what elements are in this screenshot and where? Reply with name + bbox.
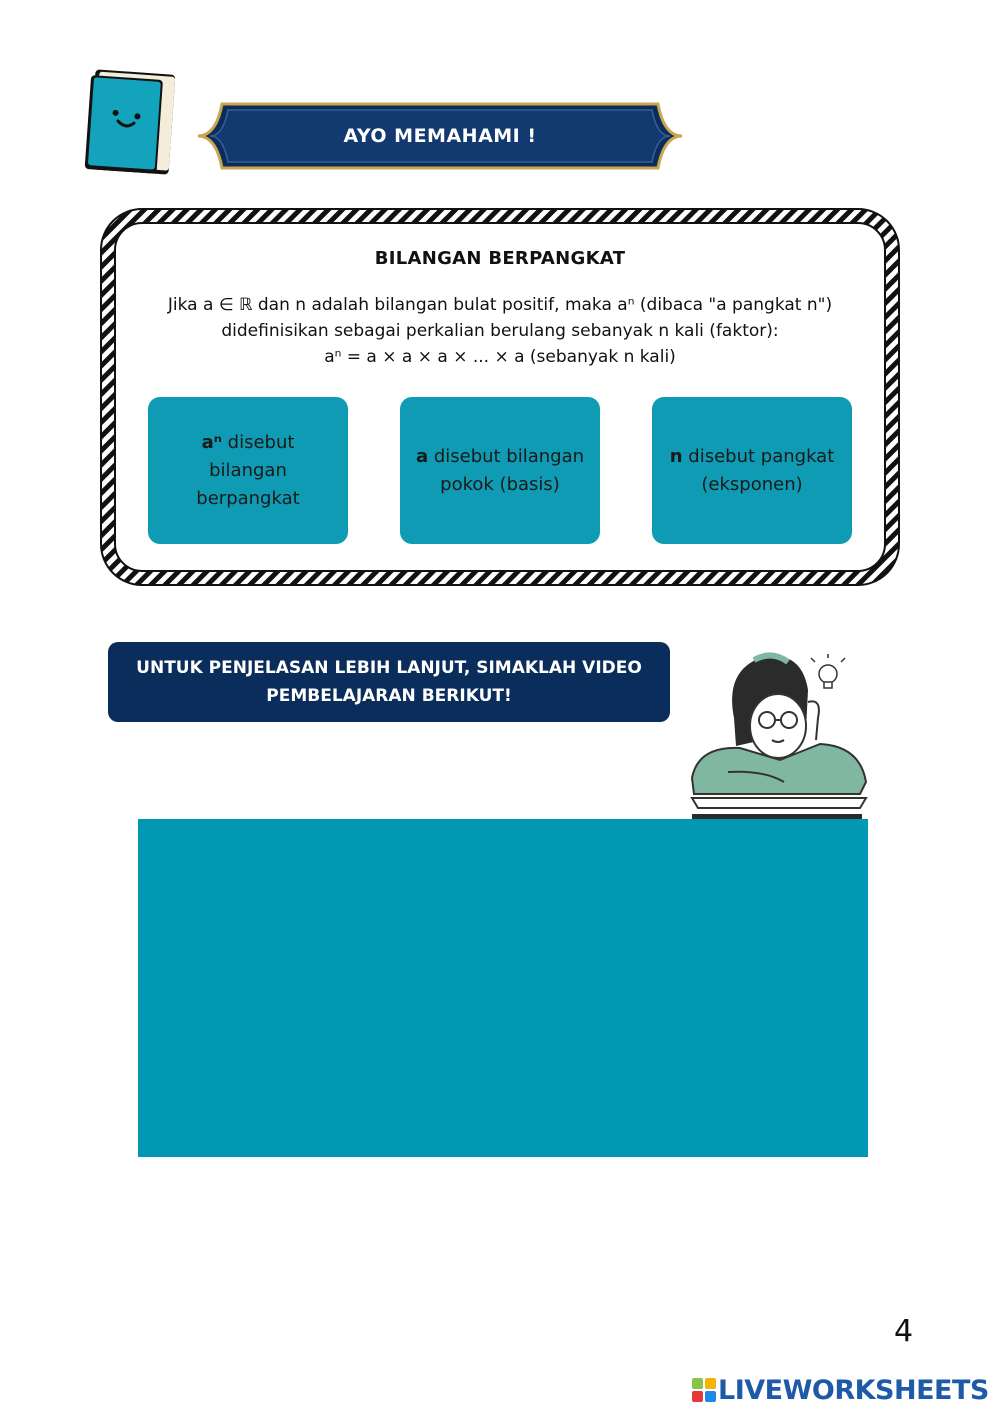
liveworksheets-logo-icon (692, 1378, 716, 1402)
concept-title: BILANGAN BERPANGKAT (374, 248, 626, 269)
smiling-book-icon (84, 66, 180, 178)
card-text: disebut pangkat (eksponen) (682, 445, 835, 495)
liveworksheets-brand (692, 1374, 992, 1406)
brand-name: LIVEWORKSHEETS (718, 1374, 989, 1406)
card-term: n (669, 445, 683, 467)
card-term: aⁿ (201, 431, 222, 453)
section-banner (194, 100, 686, 172)
description-line-2: didefinisikan sebagai perkalian berulang sebanyak n kali (faktor): (221, 321, 779, 341)
concept-description (110, 292, 890, 370)
card-term: a (415, 445, 429, 467)
card-exponent (652, 397, 852, 544)
video-embed-area[interactable] (138, 819, 868, 1157)
card-text: disebut bilangan pokok (basis) (428, 445, 585, 495)
card-text: disebut bilangan berpangkat (196, 431, 300, 509)
page-number: 4 (894, 1314, 914, 1349)
description-line-1: Jika a ∈ ℝ dan n adalah bilangan bulat positif, maka aⁿ (dibaca "a pangkat n") (167, 295, 833, 315)
video-instruction-callout: UNTUK PENJELASAN LEBIH LANJUT, SIMAKLAH VIDEO PEMBELAJARAN BERIKUT! (108, 642, 670, 722)
card-power-number (148, 397, 348, 544)
description-line-3: aⁿ = a × a × a × ... × a (sebanyak n kali) (324, 347, 676, 367)
banner-title: AYO MEMAHAMI ! (343, 125, 537, 147)
card-base (400, 397, 600, 544)
thinking-girl-illustration (684, 648, 874, 824)
